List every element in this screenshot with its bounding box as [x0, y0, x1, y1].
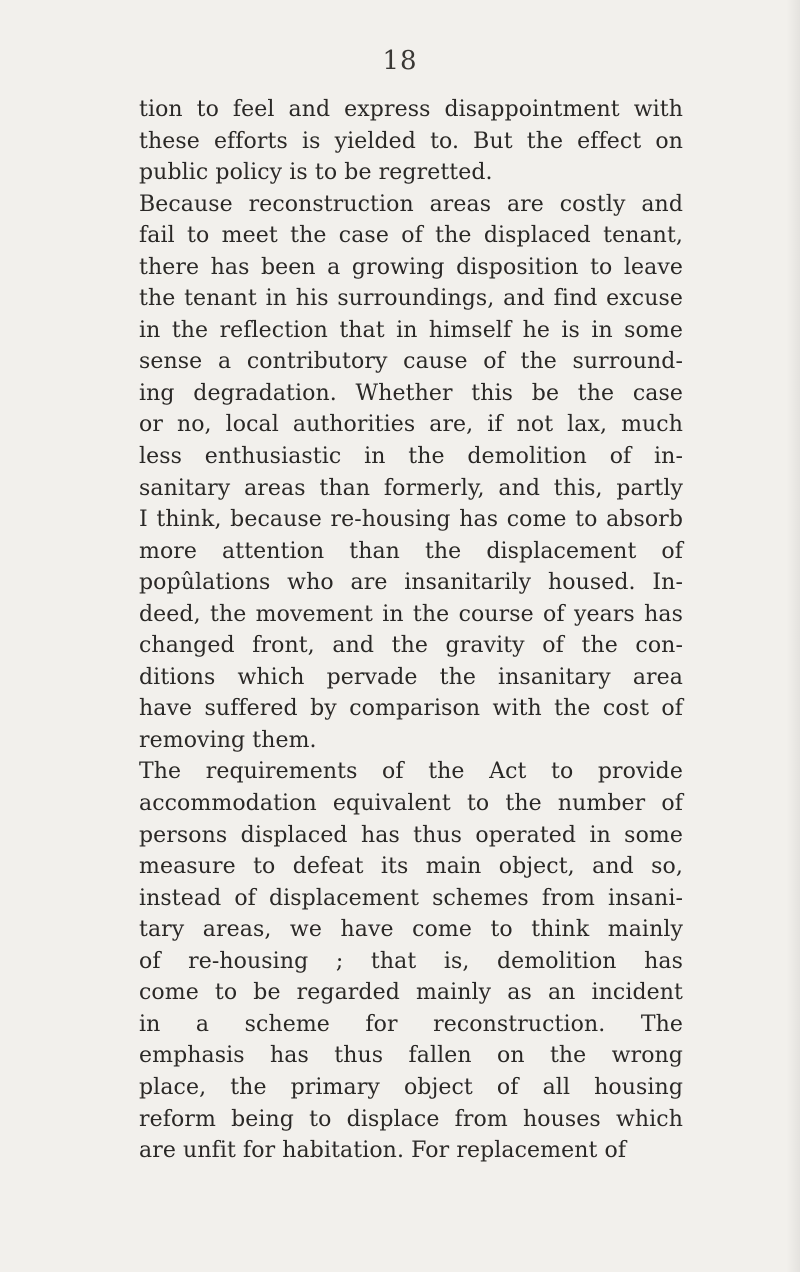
text-line: changed front, and the gravity of the con- — [139, 633, 683, 659]
text-line: deed, the movement in the course of years has — [139, 601, 683, 627]
text-line: reform being to displace from houses which — [139, 1106, 683, 1132]
text-line: the tenant in his surroundings, and find excuse — [139, 286, 683, 312]
text-line: instead of displacement schemes from insani- — [139, 885, 683, 911]
text-line: The requirements of the Act to provide — [139, 759, 683, 785]
text-line: have suffered by comparison with the cost of — [139, 696, 683, 722]
text-line: persons displaced has thus operated in some — [139, 822, 683, 848]
text-line: come to be regarded mainly as an incident — [139, 980, 683, 1006]
text-line: more attention than the displacement of — [139, 538, 683, 564]
text-line: public policy is to be regretted. — [139, 160, 493, 186]
text-line: accommodation equivalent to the number of — [139, 791, 683, 817]
text-line: or no, local authorities are, if not lax, much — [139, 412, 683, 438]
text-line: tion to feel and express disappointment with — [139, 97, 683, 122]
text-line: Because reconstruction areas are costly and — [139, 191, 683, 217]
text-line: are unfit for habitation. For replacement of — [139, 1138, 627, 1164]
text-line: in a scheme for reconstruction. The — [139, 1011, 683, 1037]
text-line: removing them. — [139, 727, 317, 753]
text-line: less enthusiastic in the demolition of in- — [139, 444, 683, 470]
text-line: tary areas, we have come to think mainly — [139, 917, 683, 943]
text-line: sense a contributory cause of the surround- — [139, 349, 683, 375]
text-line: there has been a growing disposition to leave — [139, 254, 683, 280]
text-line: I think, because re-housing has come to absorb — [139, 507, 683, 533]
text-line: sanitary areas than formerly, and this, partly — [139, 475, 683, 501]
text-line: ditions which pervade the insanitary area — [139, 664, 683, 690]
text-line: ing degradation. Whether this be the case — [139, 380, 683, 406]
text-line: place, the primary object of all housing — [139, 1074, 683, 1100]
page-edge-shadow — [786, 0, 800, 1272]
text-line: measure to defeat its main object, and so, — [139, 854, 683, 880]
text-line: emphasis has thus fallen on the wrong — [139, 1043, 683, 1069]
text-line: popûlations who are insanitarily housed. In- — [139, 570, 683, 596]
text-line: in the reflection that in himself he is in some — [139, 317, 683, 343]
text-line: fail to meet the case of the displaced tenant, — [139, 223, 683, 249]
text-line: these efforts is yielded to. But the effect on — [139, 128, 683, 154]
page-number: 18 — [382, 46, 418, 76]
body-text — [139, 94, 683, 1167]
text-line: of re-housing ; that is, demolition has — [139, 948, 683, 974]
